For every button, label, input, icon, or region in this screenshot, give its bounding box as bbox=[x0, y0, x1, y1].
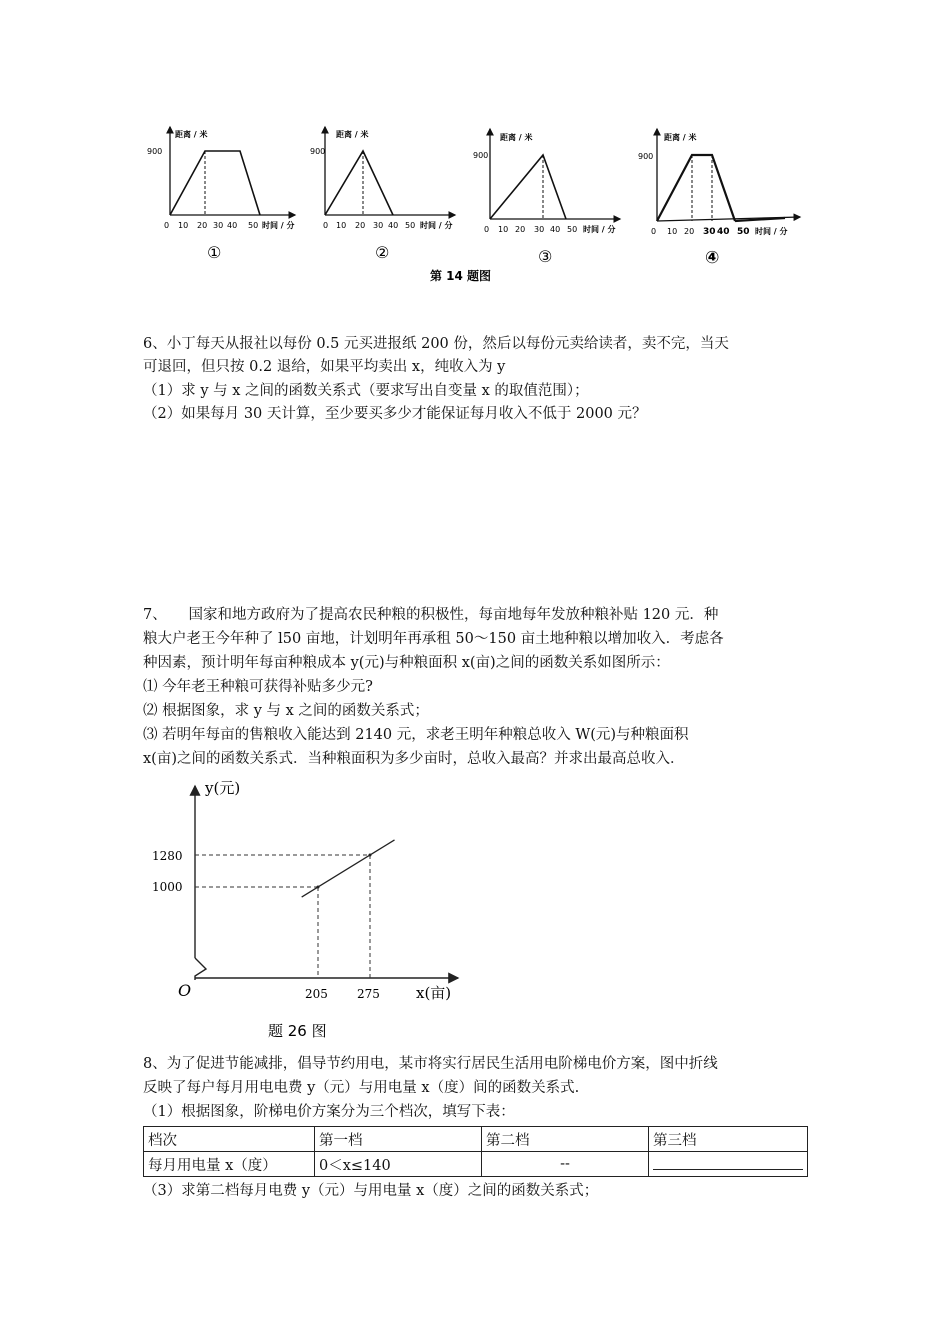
graph-4-xlabel: 时间 / 分 bbox=[755, 227, 788, 236]
graph-4-label: ④ bbox=[705, 248, 720, 268]
table-header-cell: 档次 bbox=[144, 1127, 315, 1152]
chart-origin: O bbox=[178, 981, 192, 1000]
q6-line1: 6、小丁每天从报社以每份 0.5 元买进报纸 200 份，然后以每份元卖给读者，卖不完，当天 bbox=[143, 336, 729, 352]
graph-3-xtick-50: 50 bbox=[567, 225, 578, 234]
graph-3 bbox=[473, 129, 620, 266]
graph-4-ylabel: 距离 / 米 bbox=[664, 133, 697, 142]
series-line bbox=[302, 840, 395, 897]
q8-sub1: （1）根据图象，阶梯电价方案分为三个档次，填写下表： bbox=[143, 1104, 515, 1120]
q8-line2: 反映了每户每月用电电费 y（元）与用电量 x（度）间的函数关系式. bbox=[143, 1080, 580, 1096]
graph-2-xtick-30: 30 bbox=[373, 221, 384, 230]
table-cell: 0＜x≤140 bbox=[315, 1152, 482, 1177]
graph-4-xtick-30: 30 bbox=[703, 227, 716, 237]
graph-2-xtick-20: 20 bbox=[355, 221, 366, 230]
graph-1-origin: 0 bbox=[164, 221, 170, 230]
graph-1-ylabel: 距离 / 米 bbox=[175, 130, 208, 139]
q7-chart bbox=[140, 778, 480, 1048]
graph-3-ytick: 900 bbox=[473, 151, 489, 160]
graph-2-xtick-10: 10 bbox=[336, 221, 347, 230]
table-row bbox=[144, 1152, 808, 1177]
graph-3-origin: 0 bbox=[484, 225, 490, 234]
table-header-cell: 第三档 bbox=[649, 1127, 808, 1152]
graph-3-xtick-30: 30 bbox=[534, 225, 545, 234]
q8-line1: 8、为了促进节能减排，倡导节约用电，某市将实行居民生活用电阶梯电价方案，图中折线 bbox=[143, 1056, 718, 1072]
graph-3-xtick-40: 40 bbox=[550, 225, 561, 234]
graph-2-origin: 0 bbox=[323, 221, 329, 230]
q6-sub2: （2）如果每月 30 天计算，至少要买多少才能保证每月收入不低于 2000 元？ bbox=[143, 406, 647, 422]
graph-2-label: ② bbox=[375, 243, 390, 262]
graph-1-ytick: 900 bbox=[147, 147, 163, 156]
graph-2-xtick-50: 50 bbox=[405, 221, 416, 230]
answer-blank-line bbox=[653, 1155, 803, 1170]
axis-break bbox=[195, 958, 206, 980]
graph-4-xtick-50: 50 bbox=[737, 227, 750, 237]
graph-1-xtick-30: 30 bbox=[213, 221, 224, 230]
q7-line3: 种因素，预计明年每亩种粮成本 y(元)与种粮面积 x(亩)之间的函数关系如图所示： bbox=[143, 655, 670, 671]
graph-2 bbox=[310, 127, 455, 262]
chart-caption: 题 26 图 bbox=[268, 1022, 327, 1040]
graph-4-xtick-20: 20 bbox=[684, 227, 695, 236]
graph-3-xtick-10: 10 bbox=[498, 225, 509, 234]
q6-line2: 可退回，但只按 0.2 退给，如果平均卖出 x，纯收入为 y bbox=[143, 359, 506, 375]
graph-4-ytick: 900 bbox=[638, 152, 654, 161]
q6-sub1: （1）求 y 与 x 之间的函数关系式（要求写出自变量 x 的取值范围）； bbox=[143, 383, 589, 399]
graph-3-label: ③ bbox=[538, 247, 553, 266]
graph-1 bbox=[147, 127, 295, 262]
graph-1-label: ① bbox=[207, 243, 222, 262]
graph-2-xlabel: 时间 / 分 bbox=[420, 221, 453, 230]
graph-3-ylabel: 距离 / 米 bbox=[500, 133, 533, 142]
graph-1-xtick-40: 40 bbox=[227, 221, 238, 230]
graph-3-xlabel: 时间 / 分 bbox=[583, 225, 616, 234]
q7-line1: 7、 国家和地方政府为了提高农民种粮的积极性，每亩地每年发放种粮补贴 120 元．种 bbox=[143, 607, 719, 623]
chart-ylabel: y(元) bbox=[205, 779, 241, 797]
chart-xlabel: x(亩) bbox=[416, 984, 452, 1002]
graph-4-xtick-40: 40 bbox=[717, 227, 730, 237]
q7-sub2: ⑵ 根据图象，求 y 与 x 之间的函数关系式； bbox=[143, 703, 429, 719]
graphs-svg bbox=[145, 115, 825, 290]
distance-time-graphs bbox=[145, 115, 825, 290]
graphs-caption: 第 14 题图 bbox=[430, 269, 492, 283]
graph-1-xlabel: 时间 / 分 bbox=[262, 221, 295, 230]
table-header-cell: 第二档 bbox=[482, 1127, 649, 1152]
graph-1-xtick-10: 10 bbox=[178, 221, 189, 230]
chart-xtick-205: 205 bbox=[305, 987, 328, 1001]
q7-sub3a: ⑶ 若明年每亩的售粮收入能达到 2140 元，求老王明年种粮总收入 W(元)与种粮面积 bbox=[143, 727, 689, 743]
graph-4 bbox=[638, 129, 800, 268]
table-header-row bbox=[144, 1127, 808, 1152]
graph-2-ylabel: 距离 / 米 bbox=[336, 130, 369, 139]
table-cell: 每月用电量 x（度） bbox=[144, 1152, 315, 1177]
graph-1-xtick-50: 50 bbox=[248, 221, 259, 230]
graph-3-xtick-20: 20 bbox=[515, 225, 526, 234]
table-header-cell: 第一档 bbox=[315, 1127, 482, 1152]
graph-2-ytick: 900 bbox=[310, 147, 326, 156]
table-blank-cell[interactable] bbox=[649, 1152, 808, 1177]
q7-sub1: ⑴ 今年老王种粮可获得补贴多少元? bbox=[143, 679, 373, 695]
chart-ytick-1000: 1000 bbox=[152, 880, 183, 894]
q8-sub3: （3）求第二档每月电费 y（元）与用电量 x（度）之间的函数关系式； bbox=[143, 1183, 599, 1199]
graph-2-xtick-40: 40 bbox=[388, 221, 399, 230]
chart-xtick-275: 275 bbox=[357, 987, 380, 1001]
graph-4-origin: 0 bbox=[651, 227, 657, 236]
graph-1-xtick-20: 20 bbox=[197, 221, 208, 230]
graph-4-xtick-10: 10 bbox=[667, 227, 678, 236]
q7-line2: 粮大户老王今年种了 l50 亩地，计划明年再承租 50～150 亩土地种粮以增加收入．考虑各 bbox=[143, 631, 724, 647]
table-cell: -- bbox=[482, 1152, 649, 1177]
q7-sub3b: x(亩)之间的函数关系式．当种粮面积为多少亩时，总收入最高？并求出最高总收入． bbox=[143, 751, 685, 767]
chart-ytick-1280: 1280 bbox=[152, 849, 183, 863]
tier-table bbox=[143, 1126, 808, 1177]
